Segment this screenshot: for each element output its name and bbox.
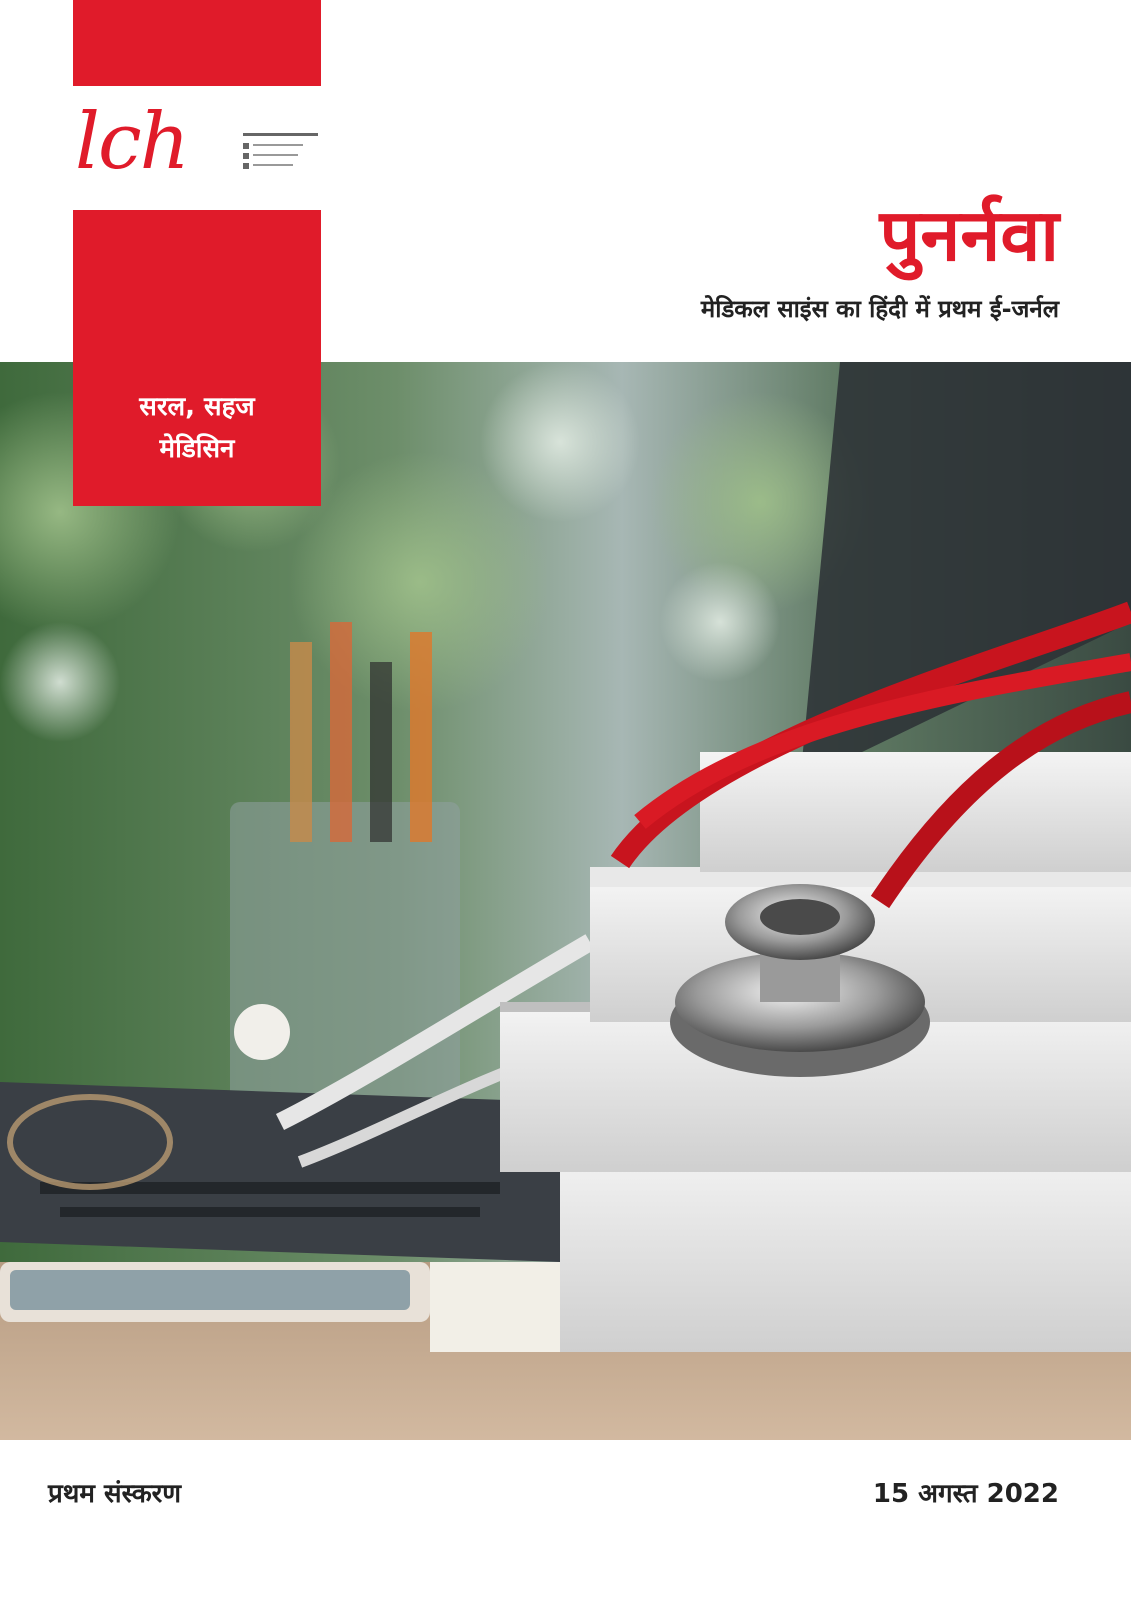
tagline-line2: मेडिसिन: [159, 434, 235, 464]
issue-date: 15 अगस्त 2022: [872, 1479, 1059, 1509]
journal-title: पुनर्नवा: [879, 193, 1059, 277]
logo-rule-icon: [75, 95, 325, 190]
edition-label: प्रथम संस्करण: [48, 1479, 182, 1509]
tagline-line1: सरल, सहज: [139, 392, 255, 422]
stethoscope-on-books-icon: [0, 362, 1131, 1440]
cover-photo: [0, 362, 1131, 1440]
logo-wordmark: lch: [75, 97, 188, 187]
journal-subtitle: मेडिकल साइंस का हिंदी में प्रथम ई-जर्नल: [700, 295, 1059, 323]
lch-logo: [75, 95, 325, 190]
top-red-block: [73, 0, 321, 86]
tagline-box: [73, 210, 321, 506]
tagline-text: [73, 386, 321, 470]
